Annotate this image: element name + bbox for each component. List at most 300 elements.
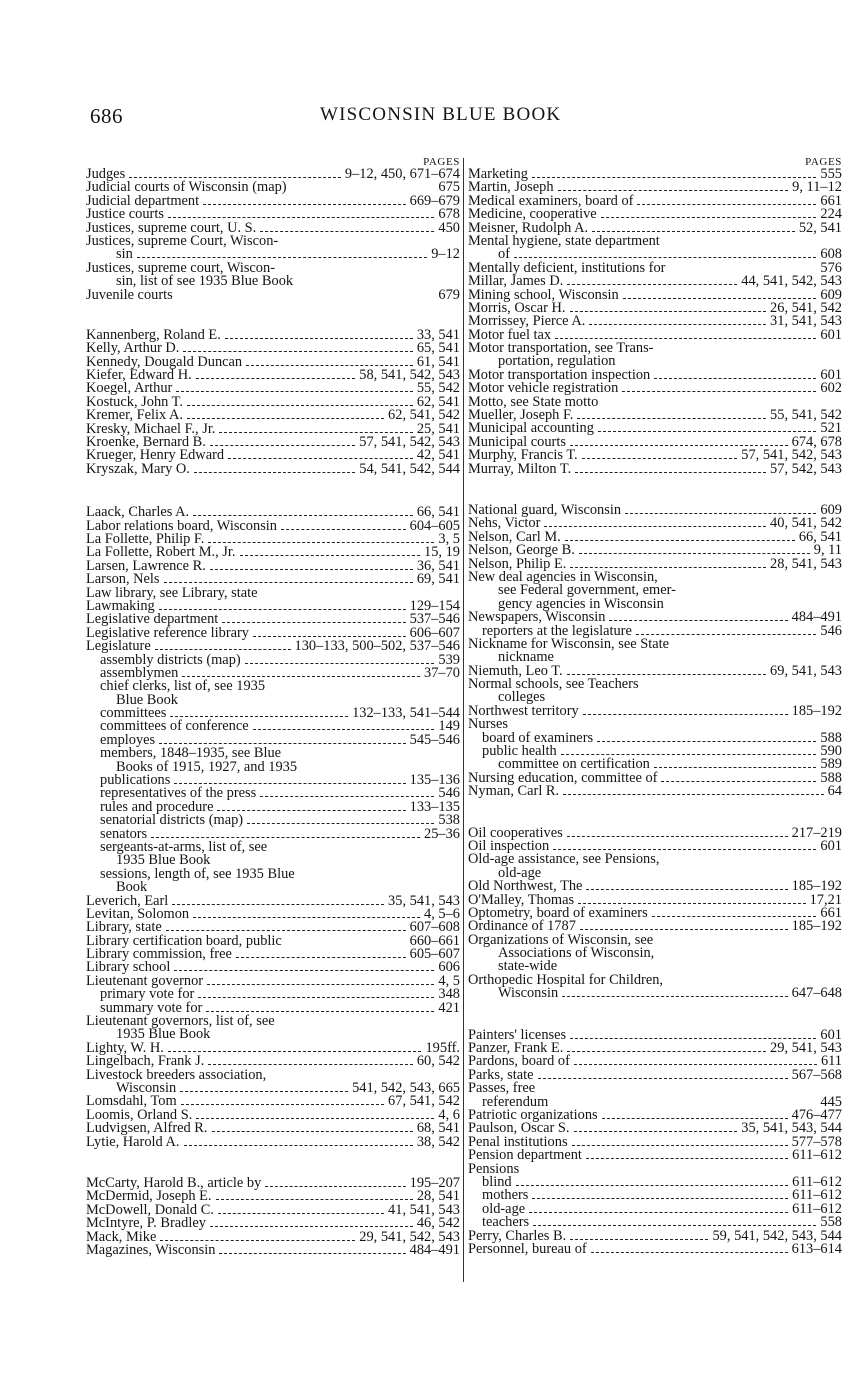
entry-term: Kennedy, Dougald Duncan xyxy=(86,353,243,370)
entry-term: O'Malley, Thomas xyxy=(468,891,575,908)
dot-leader xyxy=(207,984,434,985)
index-entry xyxy=(86,286,460,303)
entry-term: Loomis, Orland S. xyxy=(86,1106,193,1123)
dot-leader xyxy=(212,1131,413,1132)
entry-term: Panzer, Frank E. xyxy=(468,1040,564,1057)
dot-leader xyxy=(236,957,406,958)
entry-pages: 476–477 xyxy=(791,1107,842,1123)
entry-term: Judges xyxy=(86,166,126,182)
entry-term: Morris, Oscar H. xyxy=(468,299,566,316)
entry-pages: 25–36 xyxy=(424,825,460,842)
entry-pages: 611–612 xyxy=(792,1147,842,1164)
dot-leader xyxy=(247,823,434,824)
entry-term: Paulson, Oscar S. xyxy=(468,1120,570,1137)
entry-term: La Follette, Robert M., Jr. xyxy=(86,544,236,561)
dot-leader xyxy=(160,1240,355,1241)
entry-term: Levitan, Solomon xyxy=(86,905,190,922)
entry-term: old-age xyxy=(498,864,542,881)
page-number: 686 xyxy=(90,104,123,128)
entry-pages: 54, 541, 542, 544 xyxy=(359,460,460,477)
entry-pages: 484–491 xyxy=(791,609,842,626)
entry-term: Nurses xyxy=(468,716,508,733)
dot-leader xyxy=(591,1252,788,1253)
dot-leader xyxy=(260,231,434,232)
index-entry xyxy=(468,232,842,249)
entry-term: Motor transportation inspection xyxy=(468,366,651,383)
entry-term: Kelly, Arthur D. xyxy=(86,340,180,357)
section-gap xyxy=(468,1001,842,1029)
entry-pages: 42, 541 xyxy=(416,447,460,464)
entry-term: employes xyxy=(100,731,156,748)
entry-term: gency agencies in Wisconsin xyxy=(498,595,664,612)
entry-pages: 185–192 xyxy=(791,918,842,935)
entry-pages: 589 xyxy=(820,756,842,773)
entry-term: Nelson, Philip E. xyxy=(468,555,567,572)
entry-pages: 185–192 xyxy=(791,702,842,719)
dot-leader xyxy=(570,311,767,312)
entry-term: Lieutenant governors, list of, see xyxy=(86,1013,275,1030)
entry-pages: 66, 541 xyxy=(798,528,842,545)
entry-term: Oil cooperatives xyxy=(468,824,563,841)
dot-leader xyxy=(623,298,817,299)
entry-term: McIntyre, P. Bradley xyxy=(86,1215,206,1232)
dot-leader xyxy=(208,1064,413,1065)
entry-pages: 133–135 xyxy=(409,798,460,815)
entry-term: Leverich, Earl xyxy=(86,892,169,909)
entry-term: public health xyxy=(482,743,557,760)
dot-leader xyxy=(240,555,421,556)
entry-term: Kannenberg, Roland E. xyxy=(86,326,221,343)
entry-pages: 601 xyxy=(820,326,842,343)
entry-term: Personnel, bureau of xyxy=(468,1240,587,1257)
entry-term: sessions, length of, see 1935 Blue xyxy=(100,865,295,882)
dot-leader xyxy=(661,781,816,782)
entry-term: Medicine, cooperative xyxy=(468,206,597,223)
index-column-right xyxy=(468,156,842,1256)
entry-pages: 541, 542, 543, 665 xyxy=(352,1080,460,1096)
entry-term: Larson, Nels xyxy=(86,571,160,588)
entry-term: 1935 Blue Book xyxy=(116,1026,211,1043)
entry-term: blind xyxy=(482,1173,512,1190)
section-gap xyxy=(468,476,842,504)
entry-pages: 3, 5 xyxy=(438,530,460,547)
entry-pages: 60, 542 xyxy=(416,1053,460,1070)
entry-pages: 607–608 xyxy=(409,919,460,936)
dot-leader xyxy=(582,458,738,459)
dot-leader xyxy=(260,796,434,797)
entry-term: Mack, Mike xyxy=(86,1228,157,1245)
dot-leader xyxy=(219,432,412,433)
dot-leader xyxy=(217,810,405,811)
index-entry xyxy=(468,1160,842,1177)
entry-term: Legislature xyxy=(86,638,151,655)
dot-leader xyxy=(129,177,341,178)
entry-term: Wisconsin xyxy=(498,985,559,1002)
dot-leader xyxy=(567,674,766,675)
dot-leader xyxy=(654,378,816,379)
entry-pages: 35, 541, 543 xyxy=(388,892,460,909)
dot-leader xyxy=(598,431,817,432)
entry-term: summary vote for xyxy=(100,999,203,1016)
entry-pages: 55, 542 xyxy=(416,380,460,397)
entry-term: senatorial districts (map) xyxy=(100,812,244,829)
entry-pages: 58, 541, 542, 543 xyxy=(359,367,460,384)
entry-pages: 40, 541, 542 xyxy=(770,515,842,532)
entry-term: Motor vehicle registration xyxy=(468,380,619,397)
dot-leader xyxy=(159,743,405,744)
dot-leader xyxy=(589,324,766,325)
dot-leader xyxy=(572,1145,788,1146)
entry-pages: 613–614 xyxy=(791,1240,842,1257)
dot-leader xyxy=(187,418,384,419)
pages-column-label: PAGES xyxy=(805,156,842,168)
entry-term: Millar, James D. xyxy=(468,273,564,290)
entry-pages: 62, 541 xyxy=(416,393,460,410)
entry-term: teachers xyxy=(482,1214,530,1231)
entry-term: Legislative reference library xyxy=(86,624,249,641)
dot-leader xyxy=(210,569,413,570)
entry-term: Koegel, Arthur xyxy=(86,380,173,397)
index-entry xyxy=(86,460,460,477)
entry-pages: 59, 541, 542, 543, 544 xyxy=(712,1227,842,1244)
dot-leader xyxy=(570,567,766,568)
entry-term: Justices, supreme court, U. S. xyxy=(86,219,257,236)
entry-term: Kresky, Michael F., Jr. xyxy=(86,420,216,437)
dot-leader xyxy=(625,513,816,514)
entry-term: Murray, Milton T. xyxy=(468,460,572,477)
entry-pages: 558 xyxy=(820,1214,842,1231)
entry-term: Nickname for Wisconsin, see State xyxy=(468,635,669,652)
entry-term: Murphy, Francis T. xyxy=(468,447,578,464)
entry-term: Judicial courts of Wisconsin (map) xyxy=(86,179,287,196)
dot-leader xyxy=(168,217,434,218)
dot-leader xyxy=(586,889,787,890)
entry-term: Blue Book xyxy=(116,691,178,708)
entry-pages: 28, 541, 543 xyxy=(770,555,842,572)
entry-pages: 450 xyxy=(438,219,460,236)
dot-leader xyxy=(168,1051,422,1052)
dot-leader xyxy=(193,917,420,918)
entry-pages: 4, 5 xyxy=(438,972,460,989)
entry-pages: 539 xyxy=(438,651,460,668)
entry-term: Justice courts xyxy=(86,206,164,223)
entry-term: Motto, see State motto xyxy=(468,393,599,410)
dot-leader xyxy=(159,609,406,610)
dot-leader xyxy=(208,542,434,543)
dot-leader xyxy=(570,1038,816,1039)
entry-term: committees xyxy=(100,705,167,722)
entry-term: Perry, Charles B. xyxy=(468,1227,567,1244)
entry-pages: 521 xyxy=(820,420,842,437)
dot-leader xyxy=(187,405,413,406)
entry-pages: 25, 541 xyxy=(416,420,460,437)
dot-leader xyxy=(245,663,435,664)
entry-term: Larsen, Lawrence R. xyxy=(86,557,206,574)
entry-term: Library commission, free xyxy=(86,946,232,963)
entry-term: National guard, Wisconsin xyxy=(468,501,622,518)
entry-pages: 132–133, 541–544 xyxy=(352,705,460,722)
entry-term: Passes, free xyxy=(468,1080,536,1097)
dot-leader xyxy=(203,204,406,205)
dot-leader xyxy=(654,767,817,768)
entry-term: publications xyxy=(100,772,171,789)
entry-term: Northwest territory xyxy=(468,702,579,719)
entry-term: Lighty, W. H. xyxy=(86,1039,164,1056)
index-column-left xyxy=(86,156,460,1257)
dot-leader xyxy=(583,714,788,715)
dot-leader xyxy=(538,1078,788,1079)
entry-pages: 674, 678 xyxy=(791,433,842,450)
dot-leader xyxy=(652,916,817,917)
entry-term: representatives of the press xyxy=(100,785,257,802)
dot-leader xyxy=(206,1011,434,1012)
entry-pages: 590 xyxy=(820,743,842,760)
dot-leader xyxy=(164,582,413,583)
entry-pages: 15, 19 xyxy=(424,544,460,561)
entry-term: Wisconsin xyxy=(116,1080,177,1096)
entry-pages: 609 xyxy=(820,286,842,303)
entry-pages: 26, 541, 542 xyxy=(770,299,842,316)
entry-term: Morrissey, Pierce A. xyxy=(468,313,586,330)
entry-pages: 546 xyxy=(820,622,842,639)
dot-leader xyxy=(622,391,816,392)
entry-pages: 130–133, 500–502, 537–546 xyxy=(294,638,460,655)
dot-leader xyxy=(602,1118,788,1119)
entry-pages: 52, 541 xyxy=(798,219,842,236)
entry-term: Lingelbach, Frank J. xyxy=(86,1053,205,1070)
entry-term: Old Northwest, The xyxy=(468,878,583,895)
entry-pages: 69, 541 xyxy=(416,571,460,588)
index-entry xyxy=(468,987,842,1000)
entry-term: Nehs, Victor xyxy=(468,515,541,532)
dot-leader xyxy=(532,177,816,178)
entry-term: Niemuth, Leo T. xyxy=(468,662,563,679)
dot-leader xyxy=(544,526,766,527)
entry-term: Krueger, Henry Edward xyxy=(86,447,225,464)
entry-term: Normal schools, see Teachers xyxy=(468,676,639,693)
dot-leader xyxy=(193,515,413,516)
entry-pages: 46, 542 xyxy=(416,1215,460,1232)
entry-pages: 484–491 xyxy=(409,1241,460,1258)
section-gap xyxy=(86,476,460,506)
dot-leader xyxy=(558,190,789,191)
dot-leader xyxy=(253,636,406,637)
dot-leader xyxy=(225,338,413,339)
entry-term: Mental hygiene, state department xyxy=(468,232,660,249)
index-entry xyxy=(468,702,842,719)
pages-column-label: PAGES xyxy=(423,156,460,168)
section-gap xyxy=(86,1149,460,1177)
entry-term: Lytie, Harold A. xyxy=(86,1133,180,1150)
dot-leader xyxy=(219,1253,405,1254)
dot-leader xyxy=(170,716,348,717)
entry-pages: 9, 11 xyxy=(813,542,842,559)
dot-leader xyxy=(570,445,788,446)
entry-term: Lawmaking xyxy=(86,597,155,614)
entry-pages: 611–612 xyxy=(792,1173,842,1190)
entry-pages: 64 xyxy=(827,783,842,800)
entry-term: New deal agencies in Wisconsin, xyxy=(468,568,658,585)
entry-pages: 129–154 xyxy=(409,597,460,614)
entry-term: Motor fuel tax xyxy=(468,326,552,343)
running-title: WISCONSIN BLUE BOOK xyxy=(320,104,562,125)
entry-term: Labor relations board, Wisconsin xyxy=(86,517,277,534)
entry-pages: 601 xyxy=(820,366,842,383)
entry-pages: 17,21 xyxy=(809,891,842,908)
entry-term: chief clerks, list of, see 1935 xyxy=(100,678,266,695)
dot-leader xyxy=(563,794,823,795)
dot-leader xyxy=(574,1131,738,1132)
dot-leader xyxy=(210,1226,413,1227)
dot-leader xyxy=(174,970,434,971)
index-entry xyxy=(468,1240,842,1257)
entry-term: assembly districts (map) xyxy=(100,651,241,668)
dot-leader xyxy=(180,1091,348,1092)
dot-leader xyxy=(567,284,737,285)
entry-term: of xyxy=(498,246,510,263)
dot-leader xyxy=(565,540,795,541)
entry-term: Parks, state xyxy=(468,1066,534,1083)
dot-leader xyxy=(176,391,413,392)
entry-pages: 538 xyxy=(438,812,460,829)
entry-term: Oil inspection xyxy=(468,837,550,854)
entry-pages: 647–648 xyxy=(791,985,842,1002)
entry-pages: 611–612 xyxy=(792,1187,842,1204)
entry-pages: 555 xyxy=(820,166,842,182)
entry-pages: 545–546 xyxy=(409,731,460,748)
dot-leader xyxy=(194,472,355,473)
dot-leader xyxy=(198,997,434,998)
dot-leader xyxy=(580,929,788,930)
entry-term: rules and procedure xyxy=(100,798,214,815)
entry-pages: 605–607 xyxy=(409,946,460,963)
dot-leader xyxy=(567,1051,766,1052)
entry-term: Pardons, board of xyxy=(468,1053,570,1070)
entry-pages: 35, 541, 543, 544 xyxy=(741,1120,842,1137)
entry-pages: 608 xyxy=(820,246,842,263)
entry-term: portation, regulation xyxy=(498,353,616,370)
entry-term: reporters at the legislature xyxy=(482,622,632,639)
entry-term: Livestock breeders association, xyxy=(86,1066,267,1083)
entry-pages: 661 xyxy=(820,192,842,209)
dot-leader xyxy=(578,903,806,904)
entry-pages: 28, 541 xyxy=(416,1188,460,1205)
entry-term: Nelson, Carl M. xyxy=(468,528,561,545)
entry-term: Nursing education, committee of xyxy=(468,769,658,786)
entry-term: Martin, Joseph xyxy=(468,179,554,196)
entry-term: Judicial department xyxy=(86,192,200,209)
page-header xyxy=(90,104,790,130)
entry-term: sin, list of see 1935 Blue Book xyxy=(116,273,294,290)
entry-pages: 195ff. xyxy=(425,1039,460,1056)
dot-leader xyxy=(529,1212,788,1213)
entry-term: McCarty, Harold B., article by xyxy=(86,1174,262,1191)
entry-pages: 55, 541, 542 xyxy=(770,407,842,424)
entry-pages: 29, 541, 543 xyxy=(770,1040,842,1057)
entry-pages: 33, 541 xyxy=(416,326,460,343)
dot-leader xyxy=(562,996,787,997)
section-gap xyxy=(86,302,460,329)
entry-term: Law library, see Library, state xyxy=(86,584,258,601)
entry-term: committee on certification xyxy=(498,756,650,773)
dot-leader xyxy=(210,445,355,446)
dot-leader xyxy=(137,257,427,258)
entry-pages: 601 xyxy=(820,837,842,854)
entry-term: Mueller, Joseph F. xyxy=(468,407,574,424)
dot-leader xyxy=(592,231,795,232)
entry-pages: 588 xyxy=(820,769,842,786)
dot-leader xyxy=(166,930,406,931)
entry-term: Pensions xyxy=(468,1160,520,1177)
entry-pages: 224 xyxy=(820,206,842,223)
entry-pages: 9–12, 450, 671–674 xyxy=(344,166,460,182)
entry-term: Old-age assistance, see Pensions, xyxy=(468,851,660,868)
entry-term: sergeants-at-arms, list of, see xyxy=(100,838,268,855)
entry-term: state-wide xyxy=(498,958,558,975)
entry-pages: 611–612 xyxy=(792,1200,842,1217)
dot-leader xyxy=(182,676,420,677)
dot-leader xyxy=(601,217,817,218)
dot-leader xyxy=(555,338,816,339)
dot-leader xyxy=(216,1199,413,1200)
entry-pages: 4, 6 xyxy=(438,1106,460,1123)
entry-pages: 678 xyxy=(438,206,460,223)
entry-pages: 602 xyxy=(820,380,842,397)
entry-term: Painters' licenses xyxy=(468,1026,567,1043)
entry-pages: 44, 541, 542, 543 xyxy=(741,273,842,290)
entry-term: Kostuck, John T. xyxy=(86,393,184,410)
entry-pages: 604–605 xyxy=(409,517,460,534)
entry-term: Optometry, board of examiners xyxy=(468,904,648,921)
entry-pages: 675 xyxy=(438,179,460,196)
entry-term: Kiefer, Edward H. xyxy=(86,367,192,384)
entry-pages: 69, 541, 543 xyxy=(770,662,842,679)
entry-term: Pension department xyxy=(468,1147,582,1164)
entry-term: Nelson, George B. xyxy=(468,542,575,559)
entry-term: Motor transportation, see Trans- xyxy=(468,340,654,357)
entry-pages: 31, 541, 543 xyxy=(770,313,842,330)
entry-pages: 61, 541 xyxy=(416,353,460,370)
entry-term: old-age xyxy=(482,1200,526,1217)
entry-term: Lieutenant governor xyxy=(86,972,204,989)
dot-leader xyxy=(183,351,412,352)
dot-leader xyxy=(533,1225,816,1226)
entry-pages: 606 xyxy=(438,959,460,976)
entry-term: Organizations of Wisconsin, see xyxy=(468,931,654,948)
dot-leader xyxy=(553,849,816,850)
dot-leader xyxy=(172,904,384,905)
entry-term: Municipal accounting xyxy=(468,420,594,437)
entry-pages: 41, 541, 543 xyxy=(388,1201,460,1218)
entry-term: 1935 Blue Book xyxy=(116,852,211,869)
entry-pages: 9, 11–12 xyxy=(792,179,842,196)
entry-term: Legislative department xyxy=(86,611,219,628)
column-divider xyxy=(463,158,464,1282)
entry-term: nickname xyxy=(498,649,554,666)
entry-term: McDowell, Donald C. xyxy=(86,1201,214,1218)
dot-leader xyxy=(570,1239,708,1240)
entry-term: committees of conference xyxy=(100,718,249,735)
dot-leader xyxy=(174,783,405,784)
dot-leader xyxy=(597,741,816,742)
dot-leader xyxy=(514,257,816,258)
dot-leader xyxy=(567,836,788,837)
dot-leader xyxy=(222,622,405,623)
entry-term: Juvenile courts xyxy=(86,286,173,303)
entry-term: Ludvigsen, Alfred R. xyxy=(86,1120,208,1137)
entry-term: members, 1848–1935, see Blue xyxy=(100,745,282,762)
entry-term: Library, state xyxy=(86,919,162,936)
